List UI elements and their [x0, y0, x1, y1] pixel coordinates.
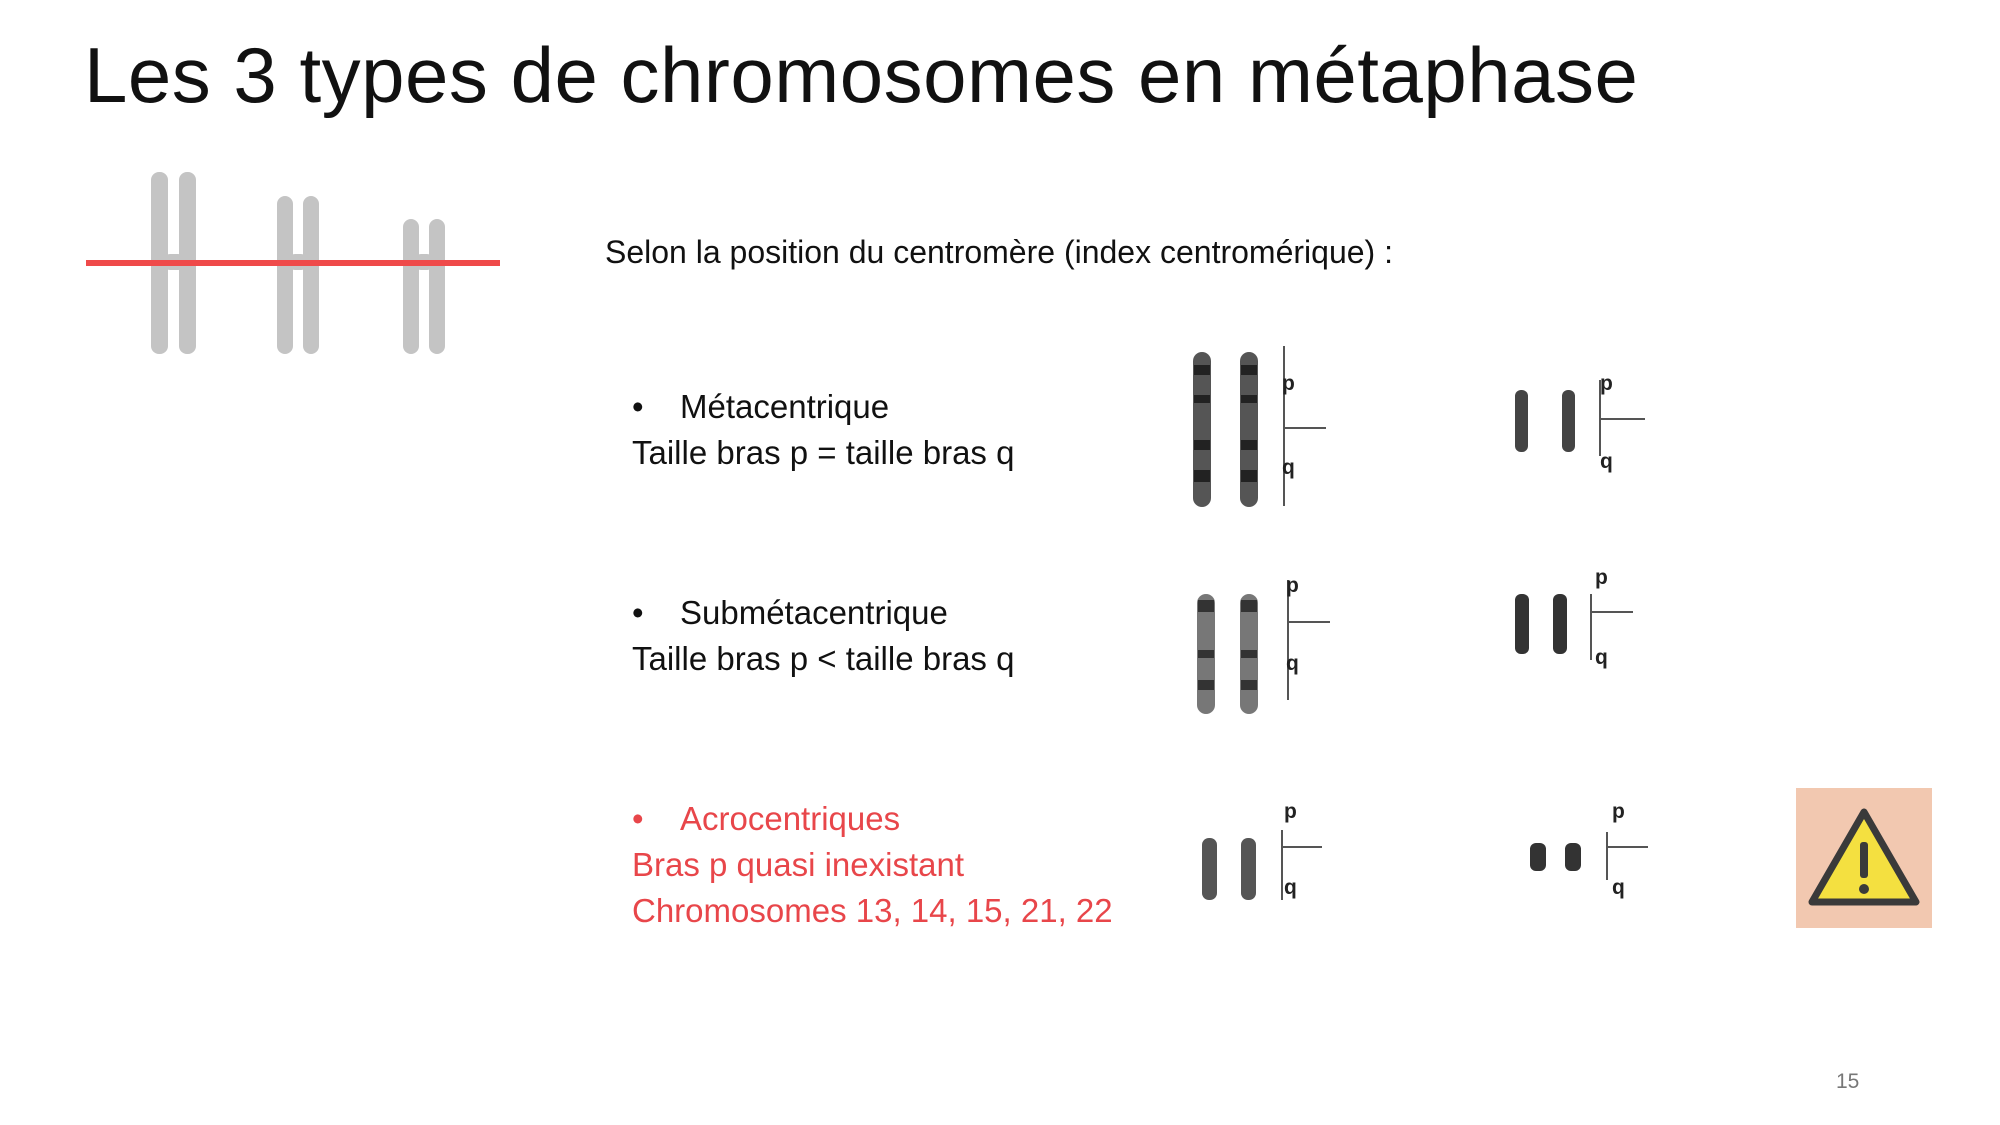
type-acrocentric	[632, 796, 1113, 934]
arm-label-p: p	[1600, 372, 1613, 395]
arm-label-q: q	[1600, 450, 1613, 473]
intro-text: Selon la position du centromère (index centromérique) :	[605, 234, 1393, 270]
arm-label-q: q	[1286, 652, 1299, 675]
arm-label-p: p	[1612, 800, 1625, 823]
karyotype-row-acrocentric	[1202, 830, 1648, 900]
type-submetacentric	[632, 590, 1014, 682]
arm-label-p: p	[1286, 574, 1299, 597]
arm-label-p: p	[1282, 372, 1295, 395]
type-name: Métacentrique	[680, 388, 890, 425]
type-description: Bras p quasi inexistant	[632, 846, 965, 883]
arm-label-q: q	[1282, 456, 1295, 479]
karyotype-row-metacentric	[1193, 346, 1645, 507]
karyotype-row-submetacentric	[1197, 580, 1633, 714]
slide-title: Les 3 types de chromosomes en métaphase	[84, 31, 1639, 119]
arm-label-q: q	[1284, 876, 1297, 899]
page-number: 15	[1836, 1070, 1860, 1093]
bullet: •	[632, 388, 644, 425]
bullet: •	[632, 594, 644, 631]
warning-box	[1796, 788, 1932, 928]
arm-label-q: q	[1612, 876, 1625, 899]
type-description: Taille bras p = taille bras q	[632, 434, 1015, 471]
arm-label-p: p	[1595, 566, 1608, 589]
bullet: •	[632, 800, 644, 837]
type-name: Acrocentriques	[680, 800, 901, 837]
warning-triangle-icon	[1796, 788, 1932, 928]
schematic-chromosomes	[86, 172, 500, 354]
type-name: Submétacentrique	[680, 594, 948, 631]
type-description: Chromosomes 13, 14, 15, 21, 22	[632, 892, 1113, 929]
arm-label-q: q	[1595, 646, 1608, 669]
type-metacentric	[632, 384, 1014, 476]
arm-label-p: p	[1284, 800, 1297, 823]
type-description: Taille bras p < taille bras q	[632, 640, 1015, 677]
